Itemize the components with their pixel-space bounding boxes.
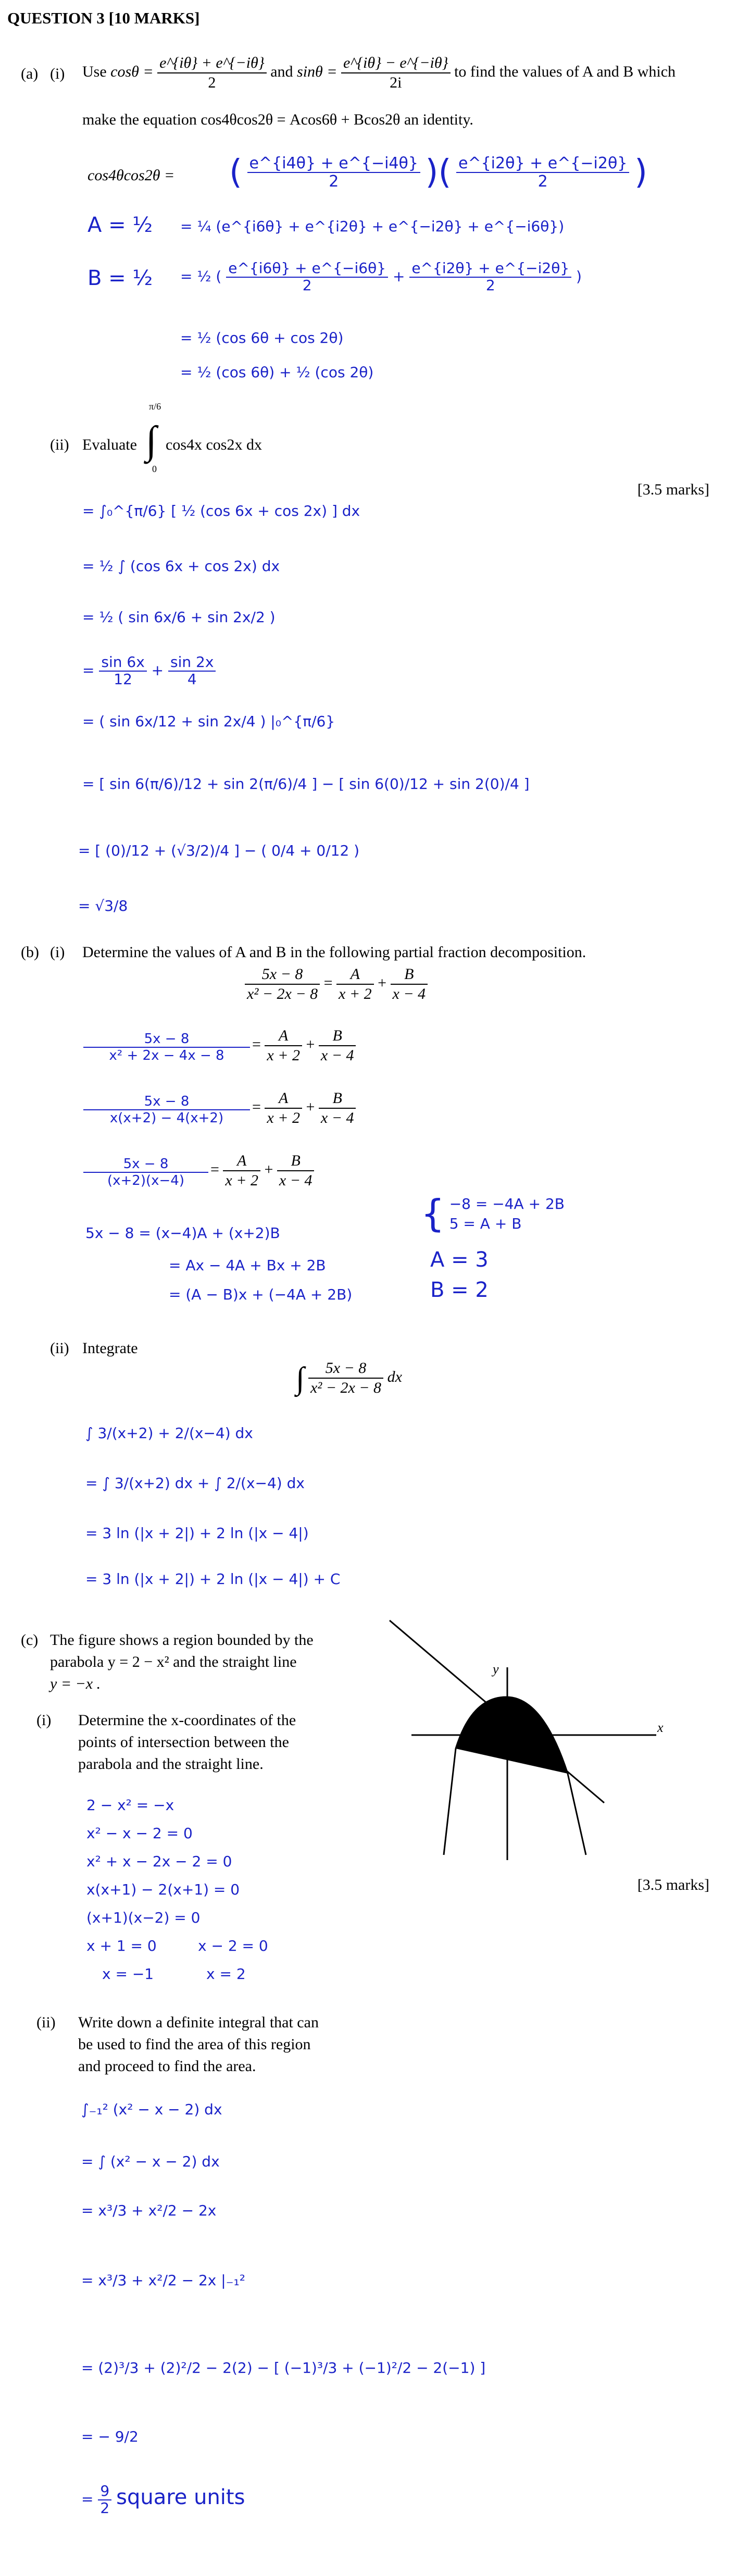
- part-c-prompt-1: The figure shows a region bounded by the: [50, 1631, 314, 1649]
- part-a-ii-label: (ii): [50, 436, 69, 453]
- eval-step-7: = [ (0)/12 + (√3/2)/4 ] − ( 0/4 + 0/12 ): [78, 842, 360, 859]
- part-b-ii-prompt: Integrate: [82, 1340, 138, 1357]
- area-step-1: ∫₋₁² (x² − x − 2) dx: [81, 2101, 222, 2118]
- area-step-5: = (2)³/3 + (2)²/2 − 2(2) − [ (−1)³/3 + (−1)²/2 − 2(−1) ]: [81, 2359, 486, 2376]
- eval-step-2: = ½ ∫ (cos 6x + cos 2x) dx: [82, 558, 280, 575]
- part-a-ii-prompt: Evaluate: [82, 436, 137, 453]
- answer-B: B = ½: [88, 266, 153, 290]
- pf-row-3: $\frac{5x - 8}{(x+2)(x-4)}$ = $\frac{A}{x + 2}$ + $\frac{B}{x - 4}$: [83, 1151, 314, 1190]
- part-c-ii-label: (ii): [36, 2014, 56, 2031]
- eval-result: = √3/8: [78, 897, 128, 914]
- pf-row-2: $\frac{5x - 8}{x(x+2) - 4(x+2)}$ = $\frac{A}{x + 2}$ + $\frac{B}{x - 4}$: [83, 1089, 356, 1128]
- intersect-step-1: 2 − x² = −x: [86, 1797, 174, 1814]
- eval-step-5: = ( sin 6x/12 + sin 2x/4 ) |₀^{π/6}: [82, 713, 335, 730]
- work-lhs: cos4θcos2θ =: [88, 167, 175, 184]
- int-step-2: = ∫ 3/(x+2) dx + ∫ 2/(x−4) dx: [85, 1475, 305, 1492]
- int-step-4: = 3 ln (|x + 2|) + 2 ln (|x − 4|) + C: [85, 1570, 341, 1588]
- area-step-2: = ∫ (x² − x − 2) dx: [81, 2153, 220, 2170]
- part-c-i-prompt-1: Determine the x-coordinates of the: [78, 1712, 296, 1729]
- part-b-ii-label: (ii): [50, 1340, 69, 1357]
- pf-answer-A: A = 3: [430, 1248, 489, 1272]
- intersect-step-2: x² − x − 2 = 0: [86, 1825, 193, 1842]
- pf-expand-1: 5x − 8 = (x−4)A + (x+2)B: [85, 1224, 280, 1242]
- area-step-4: = x³/3 + x²/2 − 2x |₋₁²: [81, 2272, 245, 2289]
- integral-integrand: cos4x cos2x dx: [166, 436, 262, 453]
- area-step-6: = − 9/2: [81, 2428, 139, 2445]
- sin-definition-fraction: $\frac{e\^{}\{i\theta\} - e\^{}\{-i\theta\}}{2i}$: [341, 54, 451, 92]
- eval-step-3: = ½ ( sin 6x/6 + sin 2x/2 ): [82, 609, 276, 626]
- part-c-ii-prompt-3: and proceed to find the area.: [78, 2058, 256, 2075]
- intersect-root-1: x = −1: [102, 1965, 154, 1983]
- int-step-3: = 3 ln (|x + 2|) + 2 ln (|x − 4|): [85, 1525, 309, 1542]
- intersect-root-2-eq: x − 2 = 0: [198, 1937, 268, 1954]
- integrate-expression: ∫ $\frac{5x - 8}{\text{x² − 2x − 8}}$ dx: [296, 1359, 402, 1396]
- part-c-i-label: (i): [36, 1712, 52, 1729]
- part-a-i-label: (i): [50, 65, 65, 82]
- integral-lower-limit: 0: [152, 464, 157, 474]
- area-step-3: = x³/3 + x²/2 − 2x: [81, 2202, 217, 2219]
- part-b-i-prompt: Determine the values of A and B in the following partial fraction decomposition.: [82, 944, 586, 961]
- intersect-step-3: x² + x − 2x − 2 = 0: [86, 1853, 232, 1870]
- x-axis-label: x: [657, 1720, 664, 1735]
- integral-upper-limit: π/6: [149, 401, 161, 412]
- pf-answer-B: B = 2: [430, 1278, 489, 1302]
- pf-expand-3: = (A − B)x + (−4A + 2B): [169, 1286, 353, 1303]
- intersect-root-1-eq: x + 1 = 0: [86, 1937, 157, 1954]
- part-a-label: (a): [21, 65, 39, 82]
- int-step-1: ∫ 3/(x+2) + 2/(x−4) dx: [85, 1425, 253, 1442]
- work-product: ( $\frac{e\^{}\{i4\theta\} + e\^{}\{-i4\theta\}}{2}$ )( $\frac{e\^{}\{i2\theta\} + e\^{}\{-i2\theta\}}{2}$ ): [229, 153, 647, 192]
- part-c-i-prompt-2: points of intersection between the: [78, 1733, 289, 1751]
- marks-a-ii: [3.5 marks]: [637, 481, 709, 498]
- eval-step-4: = $\frac{\sin 6x}{12}$ + $\frac{\sin 2x}{4}$: [82, 654, 216, 688]
- partial-fraction-equation: $\frac{5x - 8}{\text{x² − 2x − 8}}$ = $\frac{A}{x + 2}$ + $\frac{B}{x - 4}$: [245, 965, 428, 1004]
- question-title: QUESTION 3 [10 MARKS]: [7, 9, 200, 27]
- intersect-root-2: x = 2: [206, 1965, 246, 1983]
- eval-step-1: = ∫₀^{π/6} [ ½ (cos 6x + cos 2x) ] dx: [82, 502, 360, 519]
- part-b-label: (b): [21, 944, 39, 961]
- answer-A: A = ½: [88, 213, 153, 237]
- part-c-prompt-3: y = −x .: [50, 1675, 101, 1692]
- pf-system: { −8 = −4A + 2B 5 = A + B: [421, 1192, 565, 1235]
- work-step-5: = ½ (cos 6θ) + ½ (cos 2θ): [180, 364, 374, 381]
- pf-row-1: $\frac{5x - 8}{\text{x² + 2x − 4x − 8}}$ = $\frac{A}{x + 2}$ + $\frac{B}{x - 4}$: [83, 1026, 356, 1065]
- work-step-2: = ¼ (e^{i6θ} + e^{i2θ} + e^{−i2θ} + e^{−i6θ}): [180, 218, 565, 235]
- intersect-step-5: (x+1)(x−2) = 0: [86, 1909, 201, 1926]
- work-step-3: = ½ ( $\frac{e\^{}\{i6\theta\} + e\^{}\{-i6\theta\}}{2}$ + $\frac{e\^{}\{i2\theta\} + e\^{}\{-i2\theta\}}{2}$ ): [180, 259, 582, 294]
- integral-sign: ∫: [146, 418, 157, 462]
- pf-expand-2: = Ax − 4A + Bx + 2B: [169, 1257, 326, 1274]
- part-b-i-label: (i): [50, 944, 65, 961]
- part-c-ii-prompt-2: be used to find the area of this region: [78, 2036, 311, 2053]
- work-step-4: = ½ (cos 6θ + cos 2θ): [180, 329, 344, 346]
- area-final: = $\frac{9}{2}$ square units: [81, 2482, 245, 2517]
- straight-line: [390, 1620, 604, 1803]
- y-axis-label: y: [493, 1662, 499, 1677]
- part-c-label: (c): [21, 1631, 39, 1649]
- part-c-i-prompt-3: parabola and the straight line.: [78, 1755, 264, 1773]
- intersect-step-4: x(x+1) − 2(x+1) = 0: [86, 1881, 240, 1898]
- part-c-prompt-2: parabola y = 2 − x² and the straight line: [50, 1653, 297, 1670]
- part-c-ii-prompt-1: Write down a definite integral that can: [78, 2014, 319, 2031]
- part-a-i-prompt-line2: make the equation cos4θcos2θ = Acos6θ + Bcos2θ an identity.: [82, 111, 473, 128]
- cos-definition-fraction: $\frac{e\^{}\{i\theta\} + e\^{}\{-i\theta\}}{2}$: [157, 54, 267, 92]
- part-a-i-prompt-line1: Use cosθ = $\frac{e\^{}\{i\theta\} + e\^{}\{-i\theta\}}{2}$ and sinθ = $\frac{e\^{}\{i\theta\} - e\^{}\{-i\theta\}}{2i}$ to find the values of A and B which: [82, 54, 676, 91]
- region-figure: [385, 1615, 677, 1860]
- marks-c-i: [3.5 marks]: [637, 1876, 709, 1893]
- eval-step-6: = [ sin 6(π/6)/12 + sin 2(π/6)/4 ] − [ sin 6(0)/12 + sin 2(0)/4 ]: [82, 775, 530, 792]
